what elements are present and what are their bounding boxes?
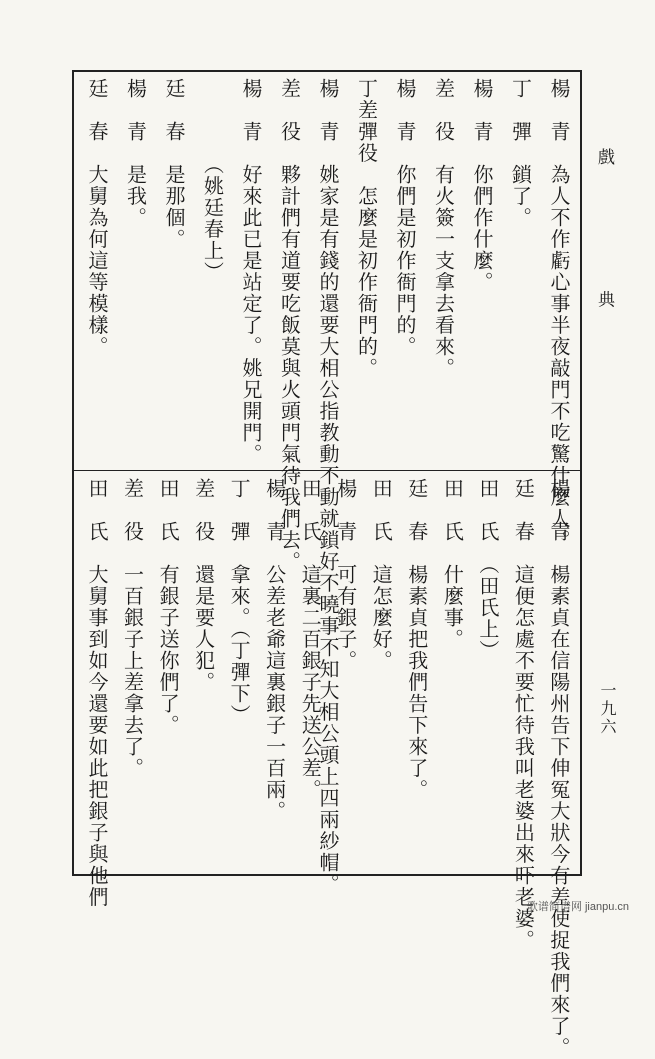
script-line: 田 氏 什麼事。 [440,478,465,650]
script-line: 楊 青 楊素貞在信陽州告下伸冤大狀今有差使捉我們來了。 [546,478,571,1059]
script-line: 楊 青 好來此已是站定了。姚兄開門。 [239,78,263,465]
script-line: 楊 青 你們是初作衙門的。 [393,78,417,358]
script-line: 廷 春 大舅為何這等模樣。 [85,78,109,358]
script-line: 楊 青 可有銀子。 [333,478,358,672]
script-line: 田 氏 大舅事到如今還要如此把銀子與他們 [85,478,109,908]
script-line: 楊 青 公差老爺這裏銀子一百兩。 [262,478,287,822]
script-line: 田 氏 這裏二百銀子先送公差。 [298,478,323,801]
script-line: 楊 青 是我。 [123,78,148,229]
stage-direction: 田 氏 （田氏上） [475,478,500,662]
script-line: 楊 青 為人不作虧心事半夜敲門不吃驚什麼人。 [547,78,571,551]
script-line: 差 役 有火簽一支拿去看來。 [431,78,456,379]
script-line: 廷 春 這便怎處不要忙待我叫老婆出來吓老婆。 [511,478,536,951]
script-line: 田 氏 有銀子送你們了。 [156,478,181,736]
script-line: 楊 青 你們作什麼。 [470,78,494,293]
script-line: 丁 彈 拿來。（丁彈下） [227,478,252,726]
script-line: 廷 春 是那個。 [162,78,186,250]
script-line: 田 氏 這怎麼好。 [369,478,394,672]
script-line: 丁 彈 鎖了。 [508,78,533,229]
script-line: 差 役 夥計們有道要吃飯莫與火頭門氣待我們去。 [277,78,302,573]
script-line: 楊 青 姚家是有錢的還要大相公指教動不動就鎖好不曉事不知大相公頭上四兩紗帽。 [316,78,340,895]
site-watermark: 歌谱简谱网 jianpu.cn [526,901,629,913]
page-number: 一九六 [598,682,617,736]
script-line: 差 役 還是要人犯。 [191,478,216,693]
book-title: 戲 典 [594,148,614,368]
script-line: 差 役 一百銀子上差拿去了。 [120,478,145,779]
stage-direction: （姚廷春上） [200,78,225,283]
script-line: 丁差彈役 怎麼是初作衙門的。 [354,78,379,379]
script-line: 廷 春 楊素貞把我們告下來了。 [404,478,429,801]
